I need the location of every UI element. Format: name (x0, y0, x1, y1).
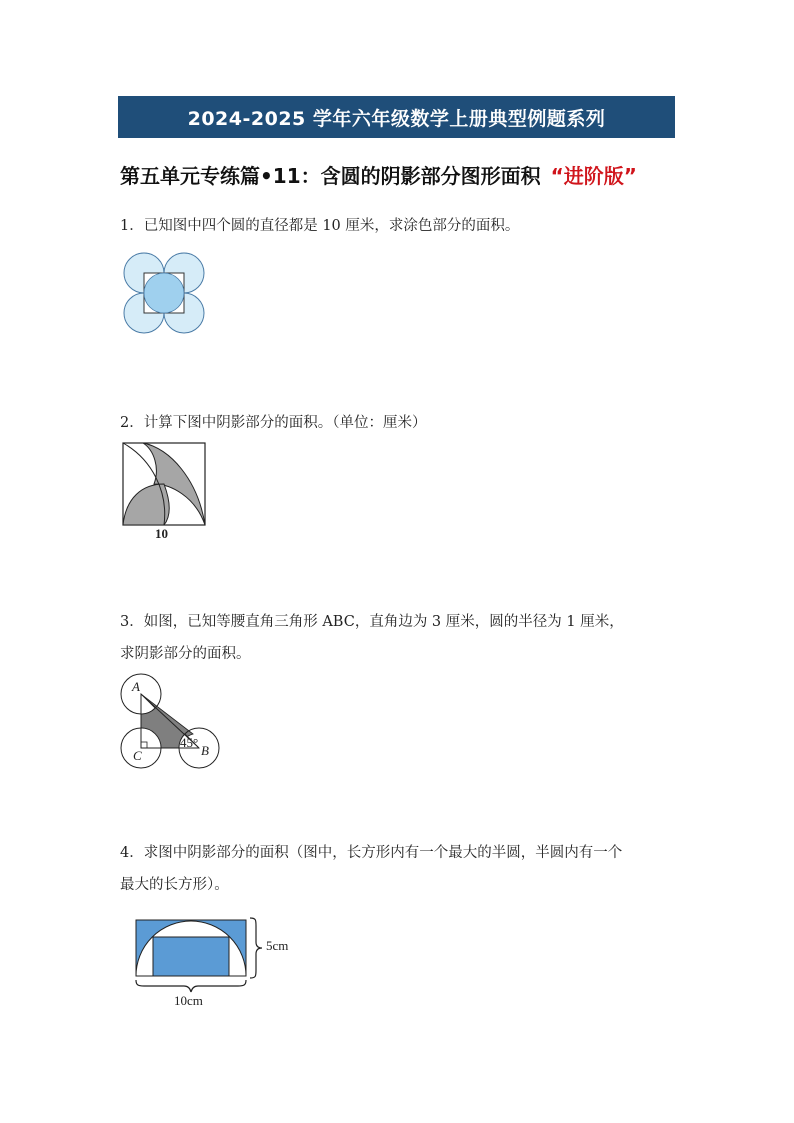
question-4-line1: 4．求图中阴影部分的面积（图中，长方形内有一个最大的半圆，半圆内有一个 (120, 845, 623, 861)
angle-label: 45° (180, 735, 199, 750)
question-3-line1: 3．如图，已知等腰直角三角形 ABC，直角边为 3 厘米，圆的半径为 1 厘米， (120, 614, 624, 630)
figure-3-triangle-circles (117, 672, 225, 772)
height-brace (250, 918, 262, 978)
question-2: 2．计算下图中阴影部分的面积。（单位：厘米） (120, 415, 427, 431)
question-1: 1．已知图中四个圆的直径都是 10 厘米，求涂色部分的面积。 (120, 218, 520, 234)
series-banner (118, 96, 675, 138)
vertex-a-label: A (132, 679, 140, 694)
figure-4-rect-semicircle (130, 912, 305, 1012)
question-3-line2: 求阴影部分的面积。 (120, 646, 251, 662)
side-length-label: 10 (155, 526, 168, 541)
figure-1-four-circles (118, 250, 210, 336)
unit-title (120, 160, 637, 189)
vertex-b-label: B (201, 743, 209, 758)
center-shaded-region (144, 273, 184, 313)
figure-2-square-arcs (120, 440, 210, 544)
question-4-line2: 最大的长方形）。 (120, 877, 229, 893)
width-brace (136, 980, 246, 992)
vertex-c-label: C (133, 748, 142, 763)
height-label: 5cm (266, 938, 289, 953)
unit-title-text: 第五单元专练篇•11：含圆的阴影部分图形面积 (120, 164, 541, 188)
width-label: 10cm (174, 993, 203, 1008)
inner-rectangle (153, 937, 229, 976)
series-title: 2024-2025 学年六年级数学上册典型例题系列 (187, 107, 606, 130)
level-tag: “进阶版” (550, 164, 637, 188)
